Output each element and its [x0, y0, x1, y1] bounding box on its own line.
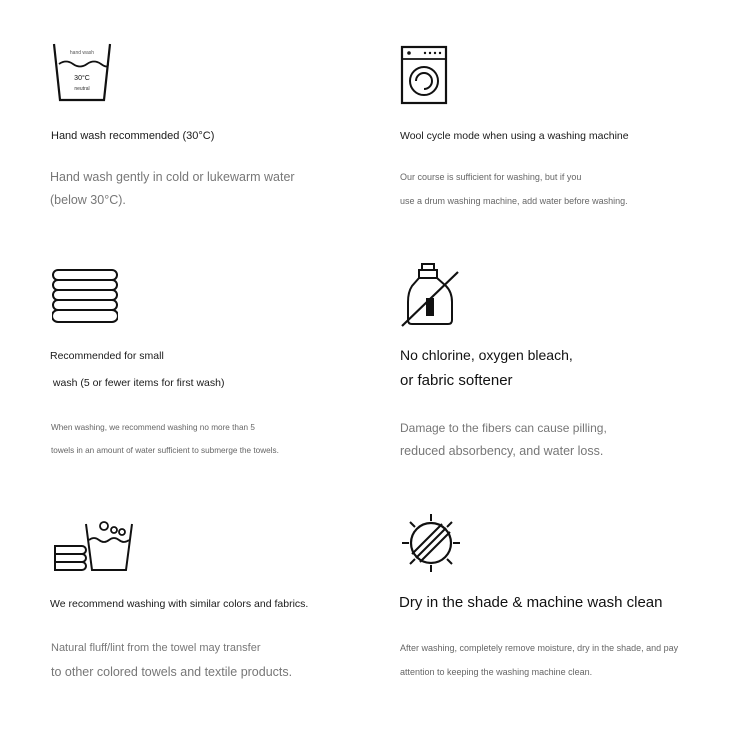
wash-with-similar-icon	[52, 518, 134, 574]
temp-label: 30°C	[74, 75, 90, 82]
item-body-line: After washing, completely remove moisture, dry in the shade, and pay	[400, 643, 679, 653]
item-body-line: Our course is sufficient for washing, but if you	[400, 172, 582, 182]
hand-wash-30-icon	[52, 42, 114, 104]
item-body-line: towels in an amount of water sufficient to submerge the towels.	[51, 446, 279, 455]
item-title: Recommended for small	[50, 350, 164, 362]
item-body-line: (below 30°C).	[50, 193, 126, 207]
item-title: We recommend washing with similar colors and fabrics.	[50, 598, 309, 610]
item-title: Wool cycle mode when using a washing machine	[400, 130, 629, 142]
item-body-line: Hand wash gently in cold or lukewarm water	[50, 170, 295, 184]
item-title: Hand wash recommended (30°C)	[51, 130, 215, 142]
item-body-line: Natural fluff/lint from the towel may transfer	[51, 642, 261, 654]
item-body-line: to other colored towels and textile products.	[51, 665, 293, 679]
towel-stack-icon	[52, 266, 118, 326]
item-title: or fabric softener	[400, 372, 513, 389]
item-title: No chlorine, oxygen bleach,	[400, 347, 573, 363]
item-body-line: Damage to the fibers can cause pilling,	[400, 421, 607, 435]
item-body-line: reduced absorbency, and water loss.	[400, 444, 604, 458]
item-title: wash (5 or fewer items for first wash)	[50, 377, 225, 389]
item-body-line: When washing, we recommend washing no more than 5	[51, 423, 255, 432]
no-bleach-bottle-icon	[400, 262, 462, 328]
dry-in-shade-icon	[400, 512, 462, 574]
hand-wash-label: hand wash	[69, 50, 95, 56]
neutral-label: neutral	[74, 86, 90, 92]
item-body-line: use a drum washing machine, add water before washing.	[400, 196, 628, 206]
item-title: Dry in the shade & machine wash clean	[399, 594, 663, 611]
washing-machine-icon	[400, 45, 450, 105]
item-body-line: attention to keeping the washing machine clean.	[400, 667, 593, 677]
